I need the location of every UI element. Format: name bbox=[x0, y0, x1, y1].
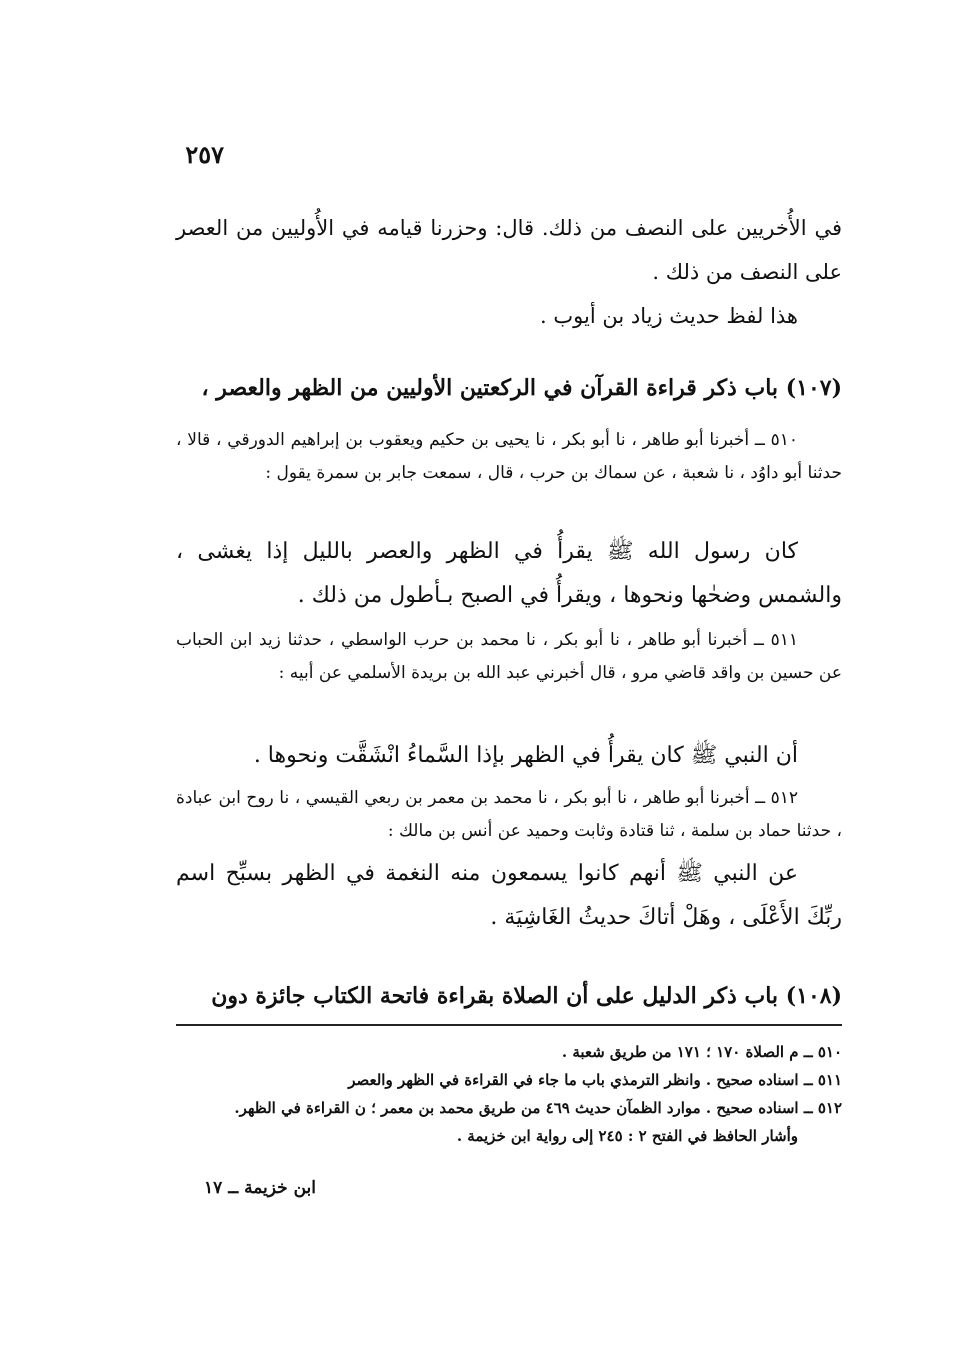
hadith-510-isnad: ٥١٠ ــ أخبرنا أبو طاهر ، نا أبو بكر ، نا يحيى بن حكيم ويعقوب بن إبراهيم الدورقي ، قالا ، حدثنا أبو داوُد ، نا شعبة ، عن سماك بن حرب ، قال ، سمعت جابر بن سمرة يقول : bbox=[176, 430, 842, 483]
footnote-divider bbox=[176, 1024, 842, 1026]
hadith-512-matn: عن النبي ﷺ أنهم كانوا يسمعون منه النغمة في الظهر بسبِّح اسم ربِّكَ الأَعْلَى ، وهَلْ أتاكَ حديثُ الغَاشِيَة . bbox=[176, 861, 842, 930]
hadith-511-isnad: ٥١١ ــ أخبرنا أبو طاهر ، نا أبو بكر ، نا محمد بن حرب الواسطي ، حدثنا زيد ابن الحباب عن حسين بن واقد قاضي مرو ، قال أخبرني عبد الله بن بريدة الأسلمي عن أبيه : bbox=[176, 630, 842, 683]
hadith-511-matn: أن النبي ﷺ كان يقرأُ في الظهر بإذا السَّماءُ انْشَقَّت ونحوها . bbox=[253, 743, 798, 768]
intro-paragraph bbox=[176, 206, 842, 338]
footnote-511: ٥١١ ــ اسناده صحيح . وانظر الترمذي باب ما جاء في القراءة في الظهر والعصر bbox=[348, 1071, 842, 1089]
footnote-512: ٥١٢ ــ اسناده صحيح . موارد الظمآن حديث ٤٦٩ من طريق محمد بن معمر ؛ ن القراءة في الظهر. bbox=[234, 1099, 842, 1117]
intro-line: هذا لفظ حديث زياد بن أيوب . bbox=[540, 304, 798, 328]
footnote-512-continued: وأشار الحافظ في الفتح ٢ : ٢٤٥ إلى رواية ابن خزيمة . bbox=[456, 1127, 798, 1145]
hadith-510-matn: كان رسول الله ﷺ يقرأُ في الظهر والعصر بالليل إذا يغشى ، والشمس وضحٰها ونحوها ، ويقرأُ في الصبح بـأطول من ذلك . bbox=[176, 539, 842, 608]
footnote-510: ٥١٠ ــ م الصلاة ١٧٠ ؛ ١٧١ من طريق شعبة . bbox=[561, 1043, 842, 1061]
page-number: ٢٥٧ bbox=[185, 140, 224, 169]
footnotes bbox=[162, 1038, 842, 1150]
intro-line: في الأُخريين على النصف من ذلك. قال: وحزرنا قيامه في الأُوليين من العصر على النصف من ذلك . bbox=[176, 216, 842, 284]
signature-line: ابن خزيمة ــ ١٧ bbox=[204, 1178, 316, 1198]
hadith-512-isnad: ٥١٢ ــ أخبرنا أبو طاهر ، نا أبو بكر ، نا محمد بن معمر بن ربعي القيسي ، نا روح ابن عبادة ، حدثنا حماد بن سلمة ، ثنا قتادة وثابت وحميد عن أنس بن مالك : bbox=[176, 788, 842, 841]
chapter-heading-108: (١٠٨) باب ذكر الدليل على أن الصلاة بقراءة فاتحة الكتاب جائزة دون bbox=[211, 983, 842, 1009]
chapter-heading-107: (١٠٧) باب ذكر قراءة القرآن في الركعتين الأوليين من الظهر والعصر ، bbox=[201, 375, 842, 401]
